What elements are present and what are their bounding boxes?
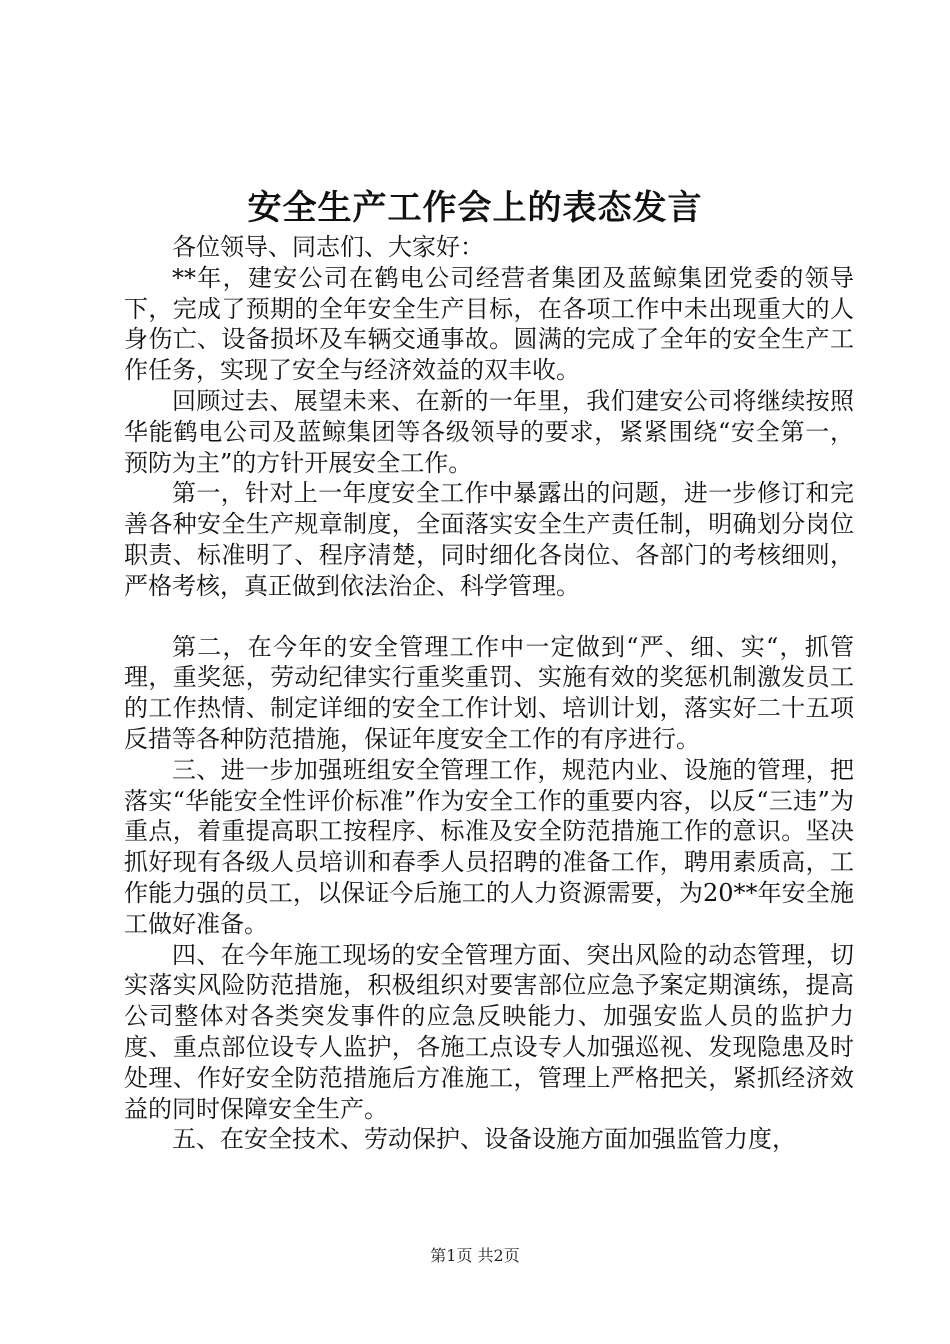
paragraph-7: 五、在安全技术、劳动保护、设备设施方面加强监管力度， <box>172 1125 796 1154</box>
document-body <box>124 232 854 1155</box>
document-title: 安全生产工作会上的表态发言 <box>247 188 703 228</box>
paragraph-5: 三、进一步加强班组安全管理工作，规范内业、设施的管理，把落实“华能安全性评价标准”作为安全工作的重要内容，以反“三违”为重点，着重提高职工按程序、标准及安全防范措施工作的意识。坚决抓好现有各级人员培训和春季人员招聘的准备工作，聘用素质高，工作能力强的员工，以保证今后施工的人力资源需要，为20**年安全施工做好准备。 <box>124 755 854 938</box>
page-indicator: 第1页 共2页 <box>430 1246 520 1265</box>
paragraph-4: 第二，在今年的安全管理工作中一定做到“严、细、实“，抓管理，重奖惩，劳动纪律实行重奖重罚、实施有效的奖惩机制激发员工的工作热情、制定详细的安全工作计划、培训计划，落实好二十五项反措等各种防范措施，保证年度安全工作的有序进行。 <box>124 632 854 753</box>
paragraph-2: 回顾过去、展望未来、在新的一年里，我们建安公司将继续按照华能鹤电公司及蓝鲸集团等各级领导的要求，紧紧围绕“安全第一，预防为主”的方针开展安全工作。 <box>124 386 854 477</box>
paragraph-1: **年，建安公司在鹤电公司经营者集团及蓝鲸集团党委的领导下，完成了预期的全年安全生产目标，在各项工作中未出现重大的人身伤亡、设备损坏及车辆交通事故。圆满的完成了全年的安全生产工作任务，实现了安全与经济效益的双丰收。 <box>124 263 854 385</box>
greeting-paragraph: 各位领导、同志们、大家好： <box>172 233 484 261</box>
paragraph-6: 四、在今年施工现场的安全管理方面、突出风险的动态管理，切实落实风险防范措施，积极组织对要害部位应急予案定期演练，提高公司整体对各类突发事件的应急反映能力、加强安监人员的监护力度、重点部位设专人监护，各施工点设专人加强巡视、发现隐患及时处理、作好安全防范措施后方准施工，管理上严格把关，紧抓经济效益的同时保障安全生产。 <box>124 940 854 1123</box>
paragraph-3: 第一，针对上一年度安全工作中暴露出的问题，进一步修订和完善各种安全生产规章制度，全面落实安全生产责任制，明确划分岗位职责、标准明了、程序清楚，同时细化各岗位、各部门的考核细则，严格考核，真正做到依法治企、科学管理。 <box>124 479 854 600</box>
